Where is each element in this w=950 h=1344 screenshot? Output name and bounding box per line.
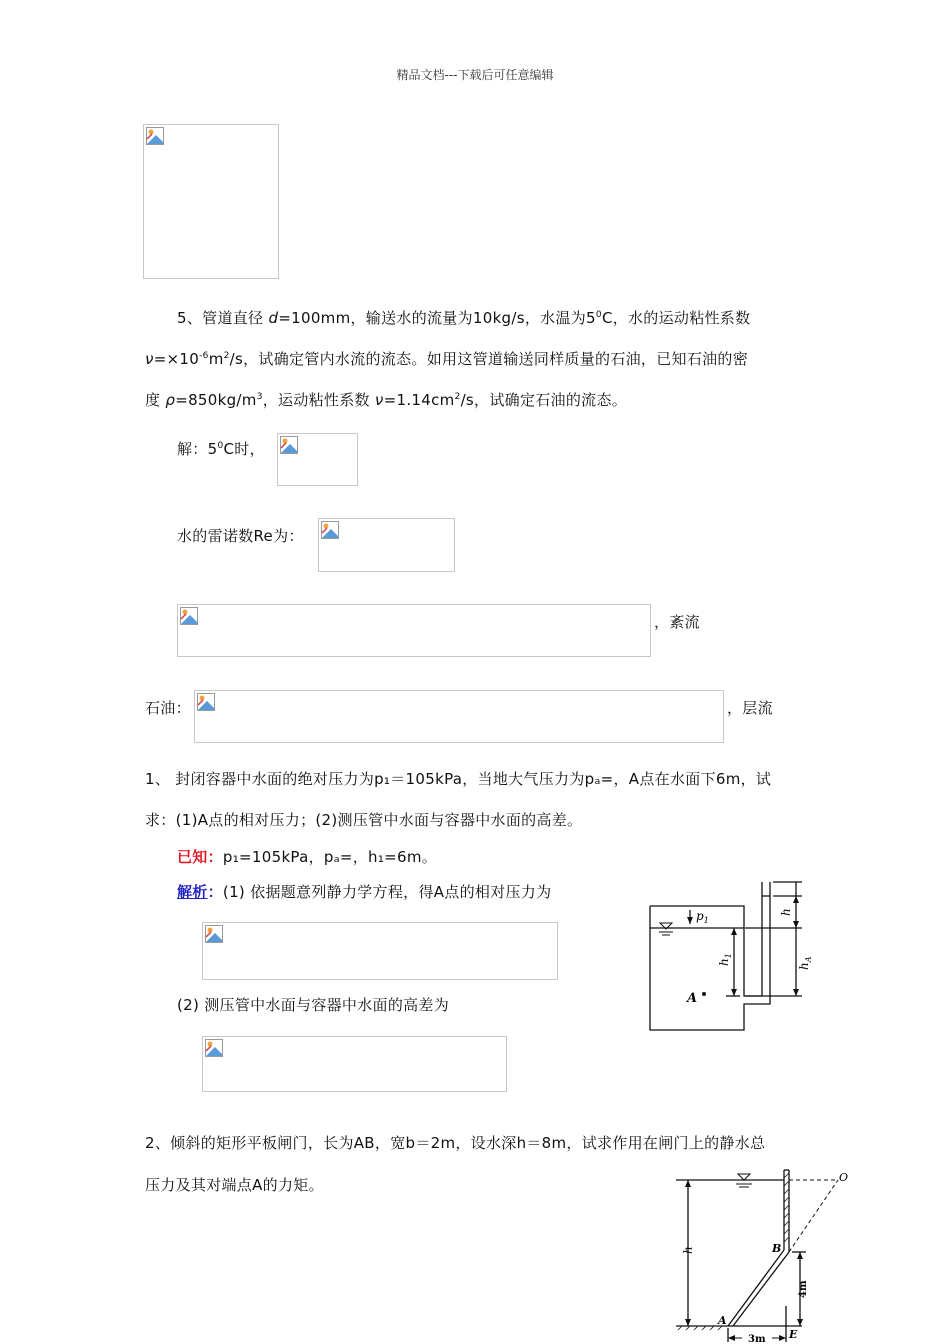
- h-label: h: [681, 1246, 695, 1254]
- analysis-label: 解析: [177, 883, 208, 901]
- point-e-label: E: [789, 1328, 798, 1341]
- text: =1.14cm: [383, 391, 455, 409]
- rho-symbol: ρ: [165, 391, 176, 409]
- problem1-line2: 求：(1)A点的相对压力；(2)测压管中水面与容器中水面的高差。: [145, 811, 583, 829]
- nu-symbol: ν: [374, 391, 384, 409]
- known-values: p₁=105kPa，pₐ=，h₁=6m。: [222, 848, 438, 866]
- problem5-line1: [177, 307, 750, 328]
- nu-symbol: ν: [145, 350, 154, 368]
- problem2-line2: 压力及其对端点A的力矩。: [145, 1176, 324, 1194]
- point-a-label: A: [718, 1314, 727, 1327]
- broken-image-icon: [205, 925, 223, 943]
- ha-label: $h_A$: [797, 956, 813, 970]
- broken-image-icon: [321, 521, 339, 539]
- part2-line: (2) 测压管中水面与容器中水面的高差为: [177, 996, 450, 1014]
- h1-label: $h_1$: [717, 953, 733, 966]
- text: =×10: [153, 350, 200, 368]
- exponent: 2: [454, 392, 461, 402]
- analysis-text: (1) 依据题意列静力学方程，得A点的相对压力为: [222, 883, 552, 901]
- text: 度: [145, 391, 161, 409]
- degree-sup: 0: [217, 441, 224, 451]
- text: m: [208, 350, 224, 368]
- broken-image-icon: [146, 127, 164, 145]
- dim-3m-label: 3m: [748, 1334, 766, 1344]
- turbulent-label: ，紊流: [654, 613, 700, 631]
- reynolds-label: 水的雷诺数Re为：: [177, 527, 304, 545]
- laminar-label: ，层流: [727, 699, 773, 717]
- image-placeholder-relative-pressure: [202, 922, 558, 980]
- broken-image-icon: [197, 693, 215, 711]
- diameter-symbol: d: [268, 309, 279, 327]
- image-placeholder-reynolds: [318, 518, 455, 572]
- point-o-label: O: [839, 1171, 849, 1184]
- p1-label: $p_1$: [696, 909, 709, 925]
- analysis-line: [177, 881, 551, 902]
- image-placeholder-oil-re: [194, 690, 724, 743]
- broken-image-icon: [280, 436, 298, 454]
- problem5-line2: [145, 348, 748, 369]
- broken-image-icon: [180, 607, 198, 625]
- broken-image-icon: [205, 1039, 223, 1057]
- problem1-line1: 1、 封闭容器中水面的绝对压力为p₁＝105kPa，当地大气压力为pₐ=，A点在水面下6m，试: [145, 770, 772, 788]
- text: /s，试确定管内水流的流态。如用这管道输送同样质量的石油，已知石油的密: [229, 350, 749, 368]
- analysis-colon: ：: [207, 883, 223, 901]
- text: 5、管道直径: [177, 309, 264, 327]
- oil-label: 石油：: [145, 699, 191, 717]
- container-figure: [640, 878, 820, 1038]
- point-a-label: A: [687, 991, 698, 1006]
- h-label: h: [779, 908, 793, 916]
- text: C，水的运动粘性系数: [601, 309, 751, 327]
- dim-4m-label: 4m: [798, 1280, 809, 1298]
- text: /s，试确定石油的流态。: [460, 391, 628, 409]
- image-placeholder-top: [143, 124, 279, 279]
- text: 解：5: [177, 440, 218, 458]
- point-b-label: B: [772, 1242, 782, 1255]
- text: =100mm，输送水的流量为10kg/s，水温为5: [278, 309, 596, 327]
- known-line: [177, 846, 437, 867]
- image-placeholder-viscosity: [277, 433, 358, 486]
- text: C时，: [223, 440, 265, 458]
- page-header: 精品文档---下载后可任意编辑: [396, 68, 554, 82]
- degree-sup: 0: [595, 310, 602, 320]
- image-placeholder-water-re: [177, 604, 651, 657]
- exponent: 2: [223, 351, 230, 361]
- known-label: 已知：: [177, 848, 223, 866]
- text: ，运动粘性系数: [262, 391, 370, 409]
- problem5-line3: [145, 389, 627, 410]
- text: =850kg/m: [175, 391, 257, 409]
- exponent: -6: [199, 351, 209, 361]
- gate-figure: [672, 1166, 862, 1344]
- exponent: 3: [256, 392, 263, 402]
- problem2-line1: 2、倾斜的矩形平板闸门，长为AB，宽b＝2m，设水深h＝8m，试求作用在闸门上的静水总: [145, 1134, 766, 1152]
- image-placeholder-height-diff: [202, 1036, 507, 1092]
- solution-label: [177, 438, 265, 459]
